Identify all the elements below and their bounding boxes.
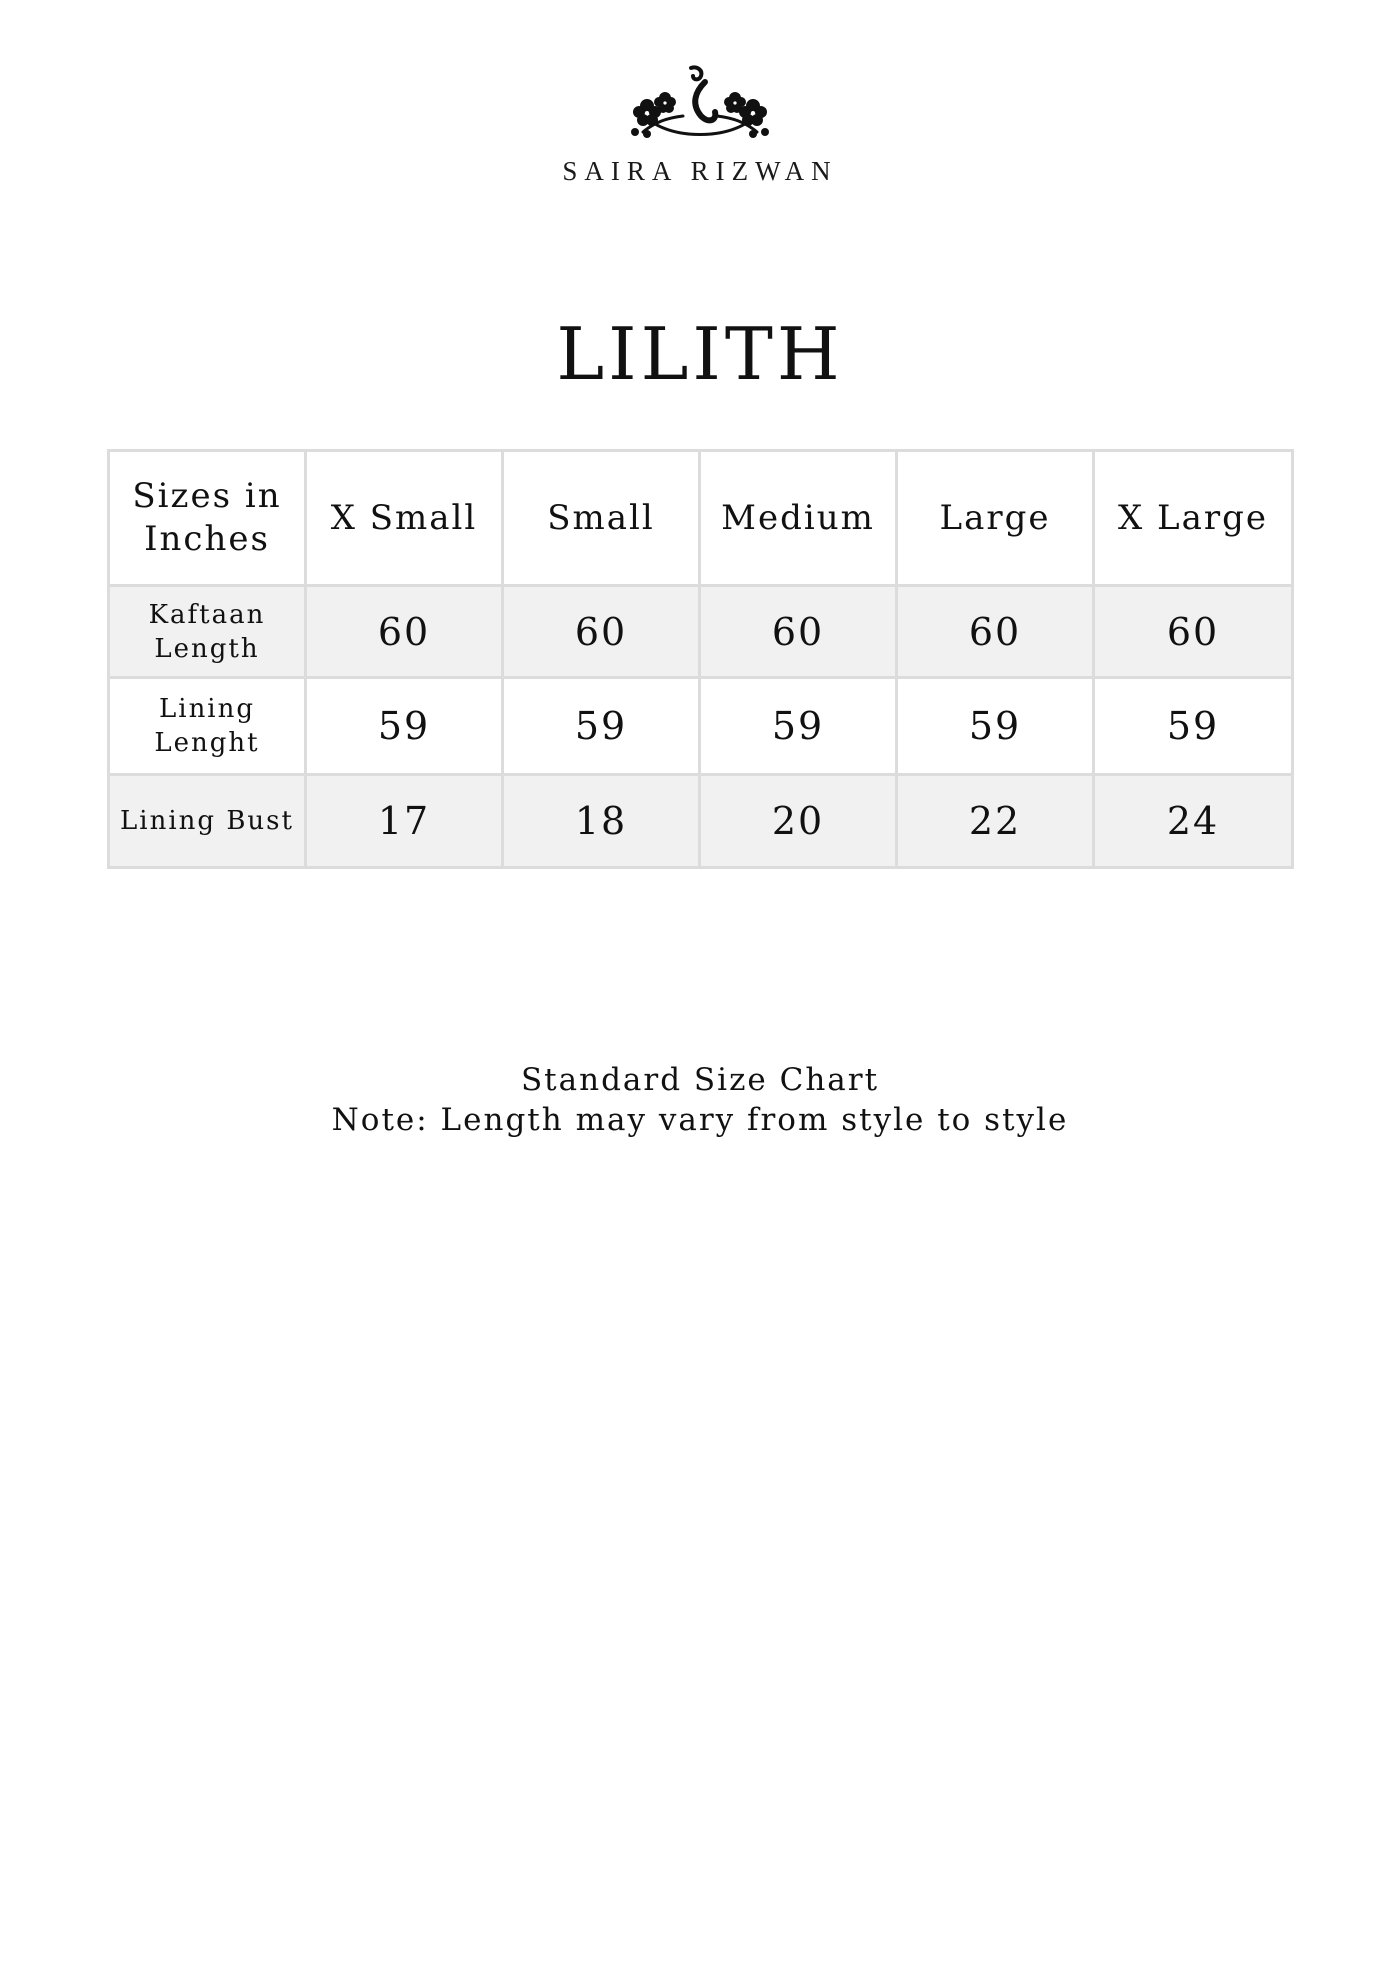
row-label-lining-bust: Lining Bust — [109, 775, 306, 868]
table-cell: 60 — [503, 586, 700, 678]
floral-calligraphy-logo-icon — [625, 62, 775, 144]
table-cell: 17 — [306, 775, 503, 868]
column-header-x-large: X Large — [1094, 451, 1293, 586]
length-variation-note: Note: Length may vary from style to style — [331, 1102, 1069, 1138]
table-cell: 60 — [700, 586, 897, 678]
table-cell: 60 — [1094, 586, 1293, 678]
column-header-medium: Medium — [700, 451, 897, 586]
table-cell: 24 — [1094, 775, 1293, 868]
table-cell: 59 — [503, 678, 700, 775]
brand-logo — [0, 62, 1400, 187]
table-row — [109, 678, 1293, 775]
brand-name: SAIRA RIZWAN — [562, 156, 838, 186]
table-row — [109, 775, 1293, 868]
table-cell: 59 — [897, 678, 1094, 775]
row-label-kaftaan-length: Kaftaan Length — [109, 586, 306, 678]
table-cell: 59 — [306, 678, 503, 775]
row-label-lining-length: Lining Lenght — [109, 678, 306, 775]
column-header-small: Small — [503, 451, 700, 586]
table-cell: 18 — [503, 775, 700, 868]
size-chart-table — [107, 449, 1294, 869]
footer-notes — [0, 1060, 1400, 1140]
page-title: LILITH — [556, 312, 844, 396]
table-cell: 60 — [897, 586, 1094, 678]
standard-size-chart-note: Standard Size Chart — [520, 1062, 880, 1098]
table-cell: 59 — [1094, 678, 1293, 775]
column-header-x-small: X Small — [306, 451, 503, 586]
table-header-row — [109, 451, 1293, 586]
table-cell: 60 — [306, 586, 503, 678]
table-row — [109, 586, 1293, 678]
table-cell: 59 — [700, 678, 897, 775]
table-cell: 20 — [700, 775, 897, 868]
table-cell: 22 — [897, 775, 1094, 868]
column-header-large: Large — [897, 451, 1094, 586]
corner-label: Sizes in Inches — [109, 451, 306, 586]
